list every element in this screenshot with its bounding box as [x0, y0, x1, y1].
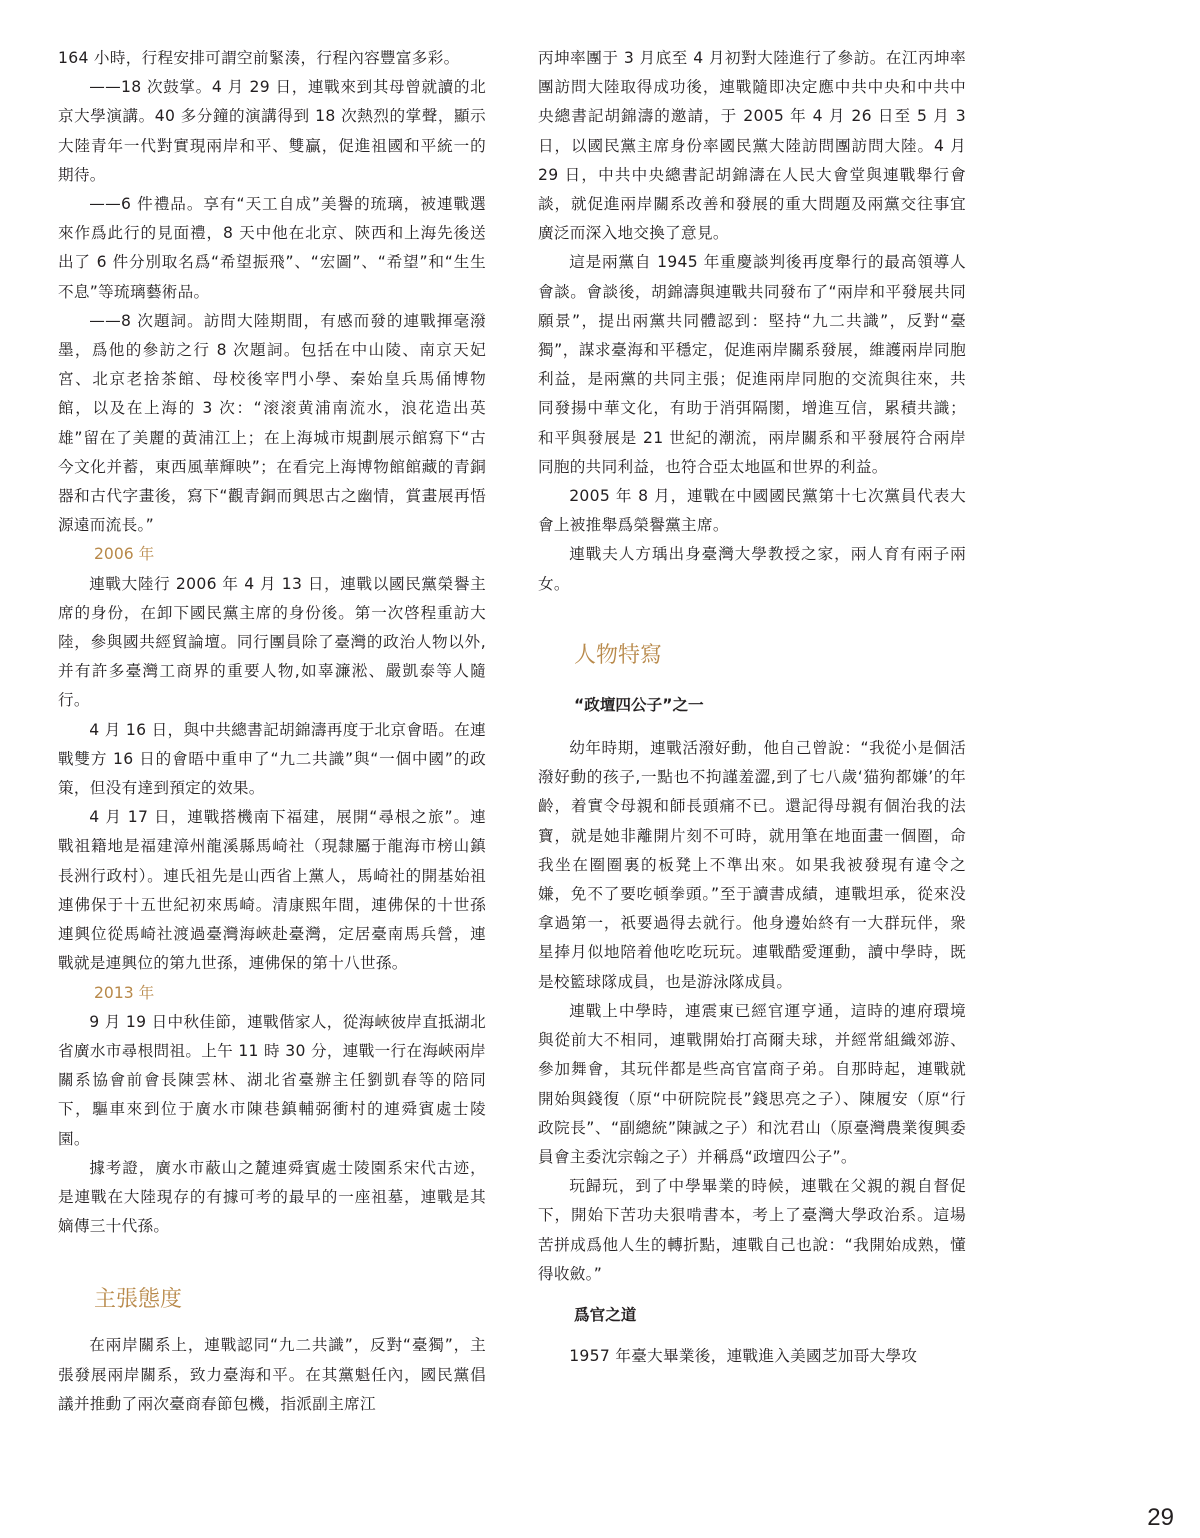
- paragraph: ——18 次鼓掌。4 月 29 日，連戰來到其母曾就讀的北京大學演講。40 多分鐘的演講得到 18 次熱烈的掌聲，顯示大陸青年一代對實現兩岸和平、雙贏，促進祖國和平統一的期待。: [58, 78, 486, 184]
- paragraph: 據考證，廣水市蔽山之麓連舜賓處士陵園系宋代古迹，是連戰在大陸現存的有據可考的最早的一座祖墓，連戰是其嫡傳三十代孫。: [58, 1158, 486, 1236]
- paragraph: 這是兩黨自 1945 年重慶談判後再度舉行的最高領導人會談。會談後，胡錦濤與連戰共同發布了“兩岸和平發展共同願景”，提出兩黨共同體認到：堅持“九二共識”，反對“臺獨”，謀求臺海和平穩定，促進兩岸關系發展，維護兩岸同胞利益，是兩黨的共同主張；促進兩岸同胞的交流與往來，共同發揚中華文化，有助于消弭隔閡，增進互信，累積共識；和平與發展是 21 世紀的潮流，兩岸關系和平發展符合兩岸同胞的共同利益，也符合亞太地區和世界的利益。: [538, 253, 966, 476]
- subheading-four-sons: “政壇四公子”之一: [574, 695, 704, 714]
- paragraph: 丙坤率團于 3 月底至 4 月初對大陸進行了參訪。在江丙坤率團訪問大陸取得成功後，連戰隨即决定應中共中央和中共中央總書記胡錦濤的邀請，于 2005 年 4 月 26 日至 5 月 3 日，以國民黨主席身份率國民黨大陸訪問團訪問大陸。4 月 29 日，中共中央總書記胡錦濤在人民大會堂與連戰舉行會談，就促進兩岸關系改善和發展的重大問題及兩黨交往事宜廣泛而深入地交換了意見。: [538, 49, 966, 243]
- left-column: [58, 44, 486, 1419]
- paragraph: 4 月 16 日，與中共總書記胡錦濤再度于北京會晤。在連戰雙方 16 日的會晤中重申了“九二共識”與“一個中國”的政策，但没有達到預定的效果。: [58, 720, 486, 798]
- paragraph: 在兩岸關系上，連戰認同“九二共識”，反對“臺獨”，主張發展兩岸關系，致力臺海和平。在其黨魁任內，國民黨倡議并推動了兩次臺商春節包機，指派副主席江: [58, 1336, 486, 1413]
- paragraph: 連戰上中學時，連震東已經官運亨通，這時的連府環境與從前大不相同，連戰開始打高爾夫球，并經常組織郊游、參加舞會，其玩伴都是些高官富商子弟。自那時起，連戰就開始與錢復（原“中研院院長”錢思亮之子）、陳履安（原“行政院長”、“副總統”陳誠之子）和沈君山（原臺灣農業復興委員會主委沈宗翰之子）并稱爲“政壇四公子”。: [538, 1001, 966, 1166]
- section-heading-stance: 主張態度: [94, 1287, 183, 1313]
- paragraph: 連戰大陸行 2006 年 4 月 13 日，連戰以國民黨榮譽主席的身份，在卸下國民黨主席的身份後。第一次啓程重訪大陸，參與國共經貿論壇。同行團員除了臺灣的政治人物以外,并有許多臺灣工商界的重要人物,如辜濂淞、嚴凱泰等人隨行。: [58, 574, 486, 710]
- page-number: 29: [1147, 1504, 1174, 1531]
- paragraph: 2005 年 8 月，連戰在中國國民黨第十七次黨員代表大會上被推舉爲榮譽黨主席。: [538, 487, 966, 535]
- paragraph: ——8 次題詞。訪問大陸期間，有感而發的連戰揮毫潑墨，爲他的參訪之行 8 次題詞。包括在中山陵、南京天妃宮、北京老捨茶館、母校後宰門小學、秦始皇兵馬俑博物館，以及在上海的 3 次：“滚滚黄浦南流水，浪花造出英雄”留在了美麗的黃浦江上；在上海城市規劃展示館寫下“古今文化并蓄，東西風華輝映”；在看完上海博物館館藏的青銅器和古代字畫後，寫下“觀青銅而興思古之幽情，賞畫展再悟源遠而流長。”: [58, 311, 486, 535]
- paragraph: 164 小時，行程安排可謂空前緊湊，行程內容豐富多彩。: [58, 49, 460, 67]
- subheading-officialdom: 爲官之道: [574, 1305, 637, 1324]
- paragraph: 4 月 17 日，連戰搭機南下福建，展開“尋根之旅”。連戰祖籍地是福建漳州龍溪縣馬崎社（現隸屬于龍海市榜山鎮長洲行政村）。連氏祖先是山西省上黨人，馬崎社的開基始祖連佛保于十五世紀初來馬崎。清康熙年間，連佛保的十世孫連興位從馬崎社渡過臺灣海峽赴臺灣，定居臺南馬兵營，連戰就是連興位的第九世孫，連佛保的第十八世孫。: [58, 808, 486, 973]
- year-heading-2013: 2013 年: [94, 983, 155, 1002]
- year-heading-2006: 2006 年: [94, 545, 155, 564]
- paragraph: 玩歸玩，到了中學畢業的時候，連戰在父親的親自督促下，開始下苦功夫狠啃書本，考上了臺灣大學政治系。這場苦拼成爲他人生的轉折點，連戰自己也說：“我開始成熟，懂得收斂。”: [538, 1177, 966, 1283]
- paragraph: 9 月 19 日中秋佳節，連戰偕家人，從海峽彼岸直抵湖北省廣水市尋根問祖。上午 11 時 30 分，連戰一行在海峽兩岸關系協會前會長陳雲林、湖北省臺辦主任劉凱春等的陪同下，驅車來到位于廣水市陳巷鎮輔弼衝村的連舜賓處士陵園。: [58, 1012, 486, 1148]
- paragraph: ——6 件禮品。享有“天工自成”美譽的琉璃，被連戰選來作爲此行的見面禮，8 天中他在北京、陝西和上海先後送出了 6 件分別取名爲“希望振飛”、“宏圖”、“希望”和“生生不息”等琉璃藝術品。: [58, 195, 486, 301]
- right-column: [538, 44, 966, 1371]
- paragraph: 幼年時期，連戰活潑好動，他自己曾說：“我從小是個活潑好動的孩子,一點也不拘謹羞澀,到了七八歲‘猫狗都嫌’的年齡，着實令母親和師長頭痛不已。還記得母親有個治我的法寶，就是她非離開片刻不可時，就用筆在地面畫一個圈，命我坐在圈圈裏的板凳上不準出來。如果我被發現有違令之嫌，免不了要吃頓拳頭。”至于讀書成績，連戰坦承，從來没拿過第一，祇要過得去就行。他身邊始終有一大群玩伴，衆星捧月似地陪着他吃吃玩玩。連戰酷愛運動，讀中學時，既是校籃球隊成員，也是游泳隊成員。: [538, 739, 966, 991]
- paragraph: 連戰夫人方瑀出身臺灣大學教授之家，兩人育有兩子兩女。: [538, 545, 966, 593]
- paragraph: 1957 年臺大畢業後，連戰進入美國芝加哥大學攻: [569, 1347, 918, 1366]
- section-heading-profile: 人物特寫: [574, 642, 663, 668]
